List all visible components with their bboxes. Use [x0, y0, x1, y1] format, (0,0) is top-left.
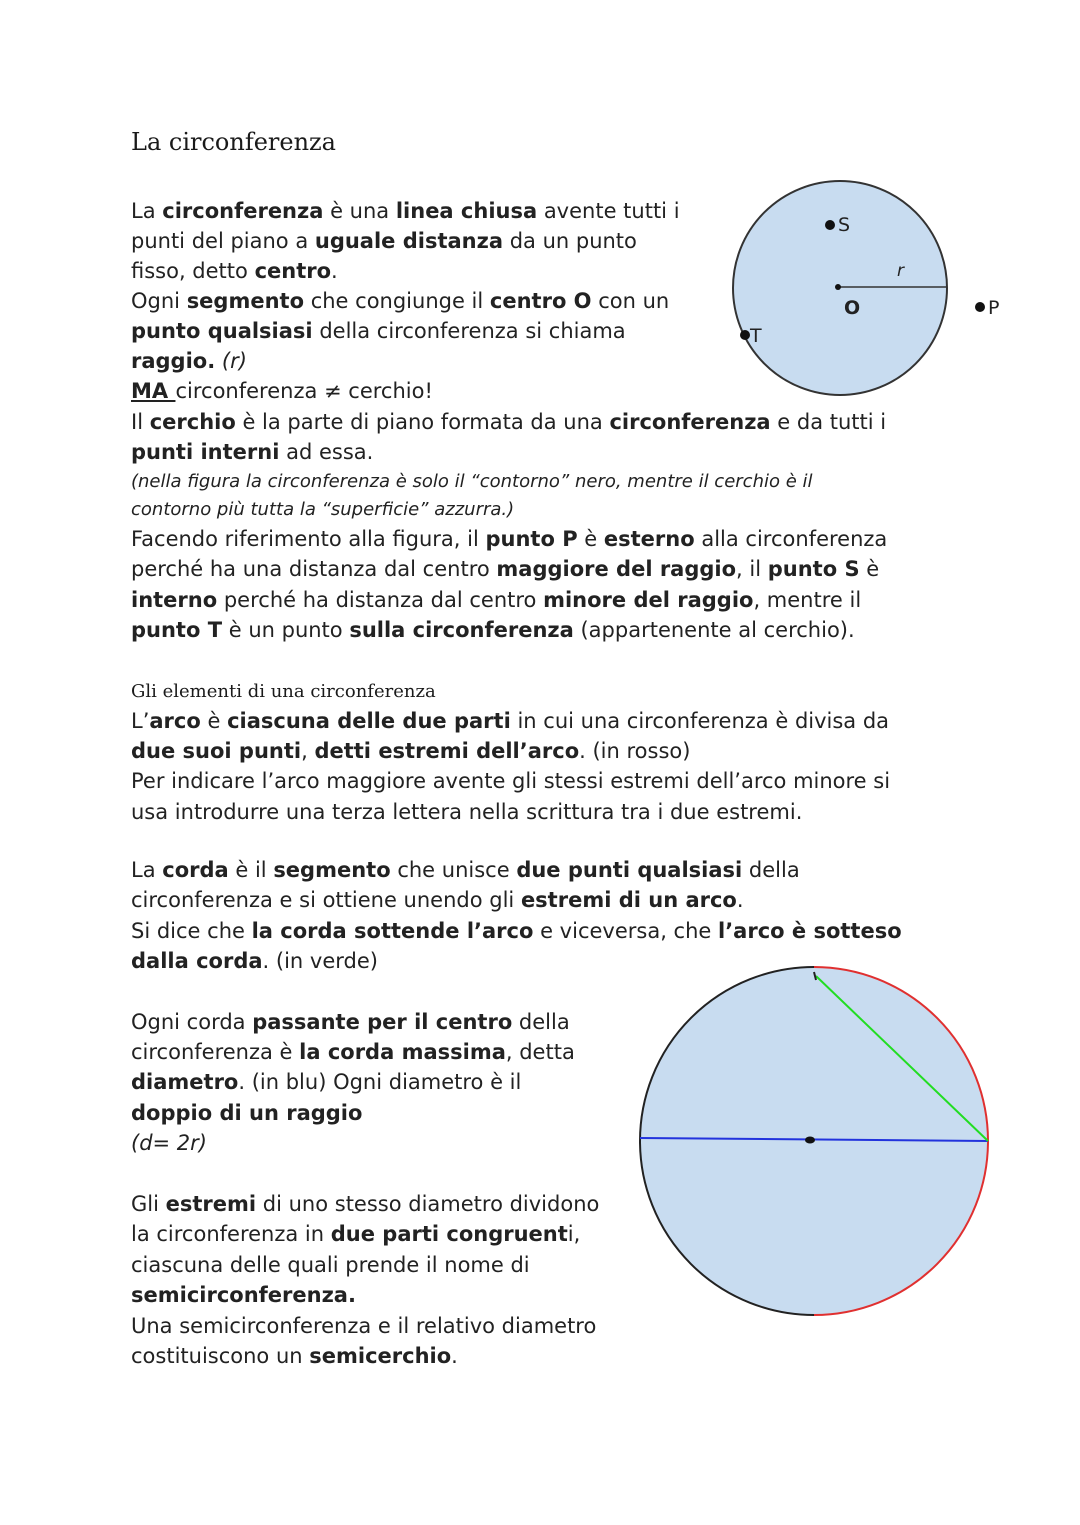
text-run: segmento: [186, 289, 305, 313]
text-run: Il: [131, 410, 150, 434]
text-line: [131, 946, 378, 976]
center-point-dot: [835, 284, 841, 290]
text-run: (nella figura la circonferenza è solo il “contorno” nero, mentre il cerchio è il: [131, 471, 813, 492]
text-run: contorno più tutta la “superficie” azzurra.): [131, 499, 515, 520]
text-run: centro: [254, 259, 332, 283]
text-line: [131, 316, 626, 346]
text-run: della: [742, 858, 800, 882]
text-run: alla circonferenza: [694, 527, 888, 551]
text-run: ,: [301, 739, 315, 763]
text-run: semicerchio: [309, 1344, 452, 1368]
text-line: [131, 226, 637, 256]
label-r: r: [897, 261, 904, 281]
text-run: linea chiusa: [395, 199, 538, 223]
text-run: interno: [131, 588, 218, 612]
text-run: , mentre il: [753, 588, 862, 612]
text-run: Per indicare l’arco maggiore avente gli stessi estremi dell’arco minore si: [131, 769, 891, 793]
text-line: [131, 1341, 458, 1371]
text-run: . (in verde): [262, 949, 378, 973]
text-line: [131, 736, 690, 766]
label-s: S: [838, 214, 851, 236]
text-line: [131, 855, 800, 885]
text-line: [131, 585, 861, 615]
text-run: punto P: [485, 527, 578, 551]
text-run: La: [131, 858, 163, 882]
text-line: [131, 554, 879, 584]
text-line: [131, 1128, 207, 1158]
text-run: Ogni: [131, 289, 187, 313]
label-t: T: [750, 325, 762, 347]
circle-figure-chord-diameter: [630, 960, 1000, 1320]
text-run: ad essa.: [279, 440, 374, 464]
text-run: da un punto: [503, 229, 637, 253]
point-t-dot: [740, 330, 750, 340]
text-run: MA: [131, 379, 176, 403]
text-run: esterno: [603, 527, 695, 551]
text-run: doppio di un raggio: [131, 1101, 363, 1125]
text-run: (d= 2r): [131, 1131, 207, 1155]
text-run: semicirconferenza.: [131, 1283, 356, 1307]
text-run: è il: [228, 858, 274, 882]
text-run: i,: [567, 1222, 581, 1246]
text-line: [131, 1250, 530, 1280]
text-line: [131, 797, 802, 827]
text-run: punto qualsiasi: [131, 319, 313, 343]
text-run: la corda massima: [299, 1040, 506, 1064]
text-run: e da tutti i: [770, 410, 887, 434]
circle-figure-points: [720, 180, 1020, 400]
text-run: usa introdurre una terza lettera nella scrittura tra i due estremi.: [131, 800, 803, 824]
text-run: che unisce: [390, 858, 517, 882]
text-run: raggio.: [131, 349, 216, 373]
text-run: circonferenza: [609, 410, 771, 434]
text-line: [131, 916, 902, 946]
text-run: in cui una circonferenza è divisa da: [510, 709, 890, 733]
text-run: passante per il centro: [252, 1010, 513, 1034]
text-run: avente tutti i: [537, 199, 680, 223]
text-line: [131, 407, 886, 437]
label-o: O: [844, 297, 861, 319]
text-line: [131, 524, 887, 554]
text-run: , detta: [505, 1040, 575, 1064]
text-run: uguale distanza: [314, 229, 504, 253]
point-s-dot: [825, 220, 835, 230]
text-run: (r): [221, 349, 247, 373]
text-run: fisso, detto: [131, 259, 255, 283]
text-line: [131, 1311, 596, 1341]
text-run: arco: [149, 709, 201, 733]
text-run: cerchio: [149, 410, 236, 434]
text-run: ciascuna delle quali prende il nome di: [131, 1253, 530, 1277]
text-run: circonferenza è: [131, 1040, 300, 1064]
text-run: dalla corda: [131, 949, 263, 973]
text-run: segmento: [273, 858, 391, 882]
text-line: [131, 286, 669, 316]
point-p-dot: [975, 302, 985, 312]
text-run: è la parte di piano formata da una: [235, 410, 610, 434]
text-run: .: [736, 888, 744, 912]
text-run: Ogni corda: [131, 1010, 253, 1034]
text-line: [131, 1280, 356, 1310]
text-run: estremi di un arco: [520, 888, 737, 912]
text-run: costituiscono un: [131, 1344, 310, 1368]
text-run: minore del raggio: [543, 588, 754, 612]
text-line: [131, 376, 433, 406]
text-run: della circonferenza si chiama: [312, 319, 626, 343]
text-run: sulla circonferenza: [349, 618, 574, 642]
text-run: circonferenza: [162, 199, 324, 223]
text-line: [131, 467, 813, 497]
text-run: centro O: [489, 289, 592, 313]
text-line: [131, 885, 744, 915]
text-run: due punti qualsiasi: [516, 858, 743, 882]
text-run: Una semicirconferenza e il relativo diametro: [131, 1314, 597, 1338]
text-run: La: [131, 199, 163, 223]
text-run: la circonferenza in: [131, 1222, 331, 1246]
text-line: [131, 437, 373, 467]
text-run: punto T: [131, 618, 223, 642]
text-run: due parti congruent: [330, 1222, 568, 1246]
label-p: P: [988, 297, 1000, 319]
text-line: [131, 615, 855, 645]
text-run: è un punto: [222, 618, 350, 642]
text-run: l’arco è sotteso: [718, 919, 902, 943]
text-line: [131, 256, 338, 286]
page-title: La circonferenza: [131, 128, 336, 156]
text-run: punto S: [767, 557, 860, 581]
text-run: ciascuna delle due parti: [227, 709, 511, 733]
text-run: della: [512, 1010, 570, 1034]
text-run: diametro: [131, 1070, 239, 1094]
text-run: di uno stesso diametro dividono: [256, 1192, 600, 1216]
text-run: [215, 349, 222, 373]
text-run: la corda sottende l’arco: [251, 919, 534, 943]
text-line: [131, 1098, 362, 1128]
text-run: (appartenente al cerchio).: [573, 618, 855, 642]
text-run: che congiunge il: [304, 289, 490, 313]
text-run: è: [577, 527, 604, 551]
text-run: L’: [131, 709, 150, 733]
text-run: e viceversa, che: [533, 919, 718, 943]
text-run: punti interni: [131, 440, 280, 464]
text-run: detti estremi dell’arco: [314, 739, 580, 763]
text-line: [131, 1189, 599, 1219]
text-run: è: [859, 557, 880, 581]
text-line: [131, 1037, 575, 1067]
text-run: con un: [591, 289, 670, 313]
text-run: circonferenza ≠ cerchio!: [175, 379, 433, 403]
text-run: Gli: [131, 1192, 166, 1216]
text-line: [131, 1219, 580, 1249]
text-line: [131, 495, 514, 525]
text-run: circonferenza e si ottiene unendo gli: [131, 888, 521, 912]
text-line: [131, 706, 889, 736]
text-run: . (in rosso): [579, 739, 691, 763]
text-run: .: [331, 259, 338, 283]
text-run: . (in blu) Ogni diametro è il: [238, 1070, 522, 1094]
text-line: [131, 1007, 570, 1037]
text-run: estremi: [165, 1192, 257, 1216]
text-run: Si dice che: [131, 919, 252, 943]
text-run: è una: [323, 199, 396, 223]
text-run: perché ha una distanza dal centro: [131, 557, 497, 581]
text-run: maggiore del raggio: [496, 557, 737, 581]
text-line: [131, 766, 890, 796]
text-line: [131, 196, 680, 226]
text-run: due suoi punti: [131, 739, 302, 763]
text-line: [131, 1067, 521, 1097]
text-run: Facendo riferimento alla figura, il: [131, 527, 486, 551]
text-run: .: [451, 1344, 458, 1368]
center2-dot: [805, 1137, 815, 1144]
text-run: , il: [736, 557, 768, 581]
text-run: punti del piano a: [131, 229, 315, 253]
text-line: [131, 346, 247, 376]
text-run: è: [200, 709, 228, 733]
section-subtitle: Gli elementi di una circonferenza: [131, 681, 436, 702]
text-run: perché ha distanza dal centro: [217, 588, 544, 612]
text-run: corda: [162, 858, 229, 882]
